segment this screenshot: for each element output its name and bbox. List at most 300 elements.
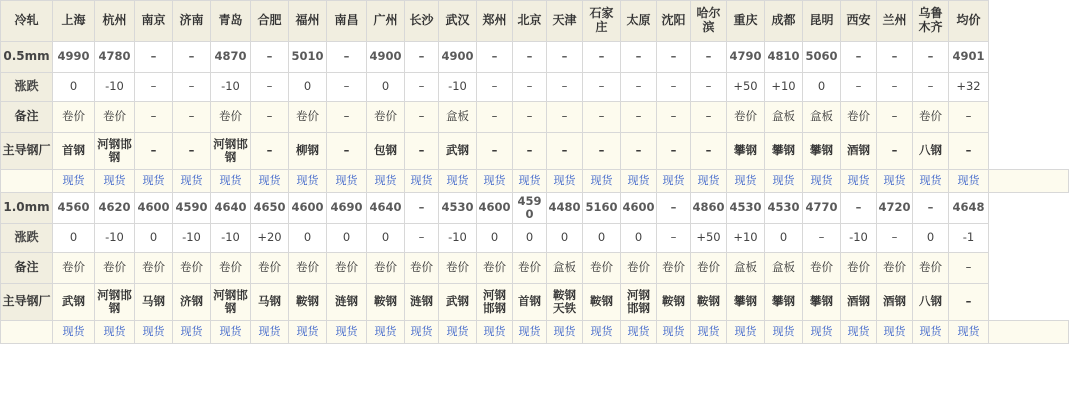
change-cell-13: – xyxy=(547,73,583,102)
note-cell-4: 卷价 xyxy=(211,102,251,133)
spot-link-0[interactable]: 现货 xyxy=(53,321,95,344)
price-cell-10: 4900 xyxy=(439,42,477,73)
note-cell-0: 卷价 xyxy=(53,102,95,133)
spot-link-20[interactable]: 现货 xyxy=(803,321,841,344)
price-row xyxy=(1,42,1069,73)
spot-link-25 xyxy=(989,321,1069,344)
change-cell-22: – xyxy=(877,224,913,253)
price-cell-17: 4860 xyxy=(691,193,727,224)
price-cell-18: 4790 xyxy=(727,42,765,73)
change-cell-11: – xyxy=(477,73,513,102)
spot-link-23[interactable]: 现货 xyxy=(913,170,949,193)
mill-cell-22: 酒钢 xyxy=(877,284,913,321)
change-row xyxy=(1,224,1069,253)
change-cell-19: 0 xyxy=(765,224,803,253)
note-cell-23: 卷价 xyxy=(913,253,949,284)
change-cell-22: – xyxy=(877,73,913,102)
price-cell-23: – xyxy=(913,193,949,224)
mill-cell-18: 攀钢 xyxy=(727,284,765,321)
spot-link-17[interactable]: 现货 xyxy=(691,170,727,193)
note-cell-8: 卷价 xyxy=(367,102,405,133)
mill-cell-17: – xyxy=(691,133,727,170)
change-cell-17: – xyxy=(691,73,727,102)
spot-link-5[interactable]: 现货 xyxy=(251,170,289,193)
note-cell-14: 卷价 xyxy=(583,253,621,284)
change-cell-4: -10 xyxy=(211,73,251,102)
change-cell-1: -10 xyxy=(95,73,135,102)
note-cell-24: – xyxy=(949,253,989,284)
price-cell-10: 4530 xyxy=(439,193,477,224)
price-cell-21: – xyxy=(841,193,877,224)
note-cell-19: 盒板 xyxy=(765,253,803,284)
mill-cell-24: – xyxy=(949,284,989,321)
mill-cell-13: 鞍钢天铁 xyxy=(547,284,583,321)
mill-cell-2: – xyxy=(135,133,173,170)
note-cell-0: 卷价 xyxy=(53,253,95,284)
price-cell-19: 4810 xyxy=(765,42,803,73)
change-cell-12: 0 xyxy=(513,224,547,253)
spot-link-11[interactable]: 现货 xyxy=(477,170,513,193)
note-label: 备注 xyxy=(1,102,53,133)
change-cell-9: – xyxy=(405,224,439,253)
price-cell-14: – xyxy=(583,42,621,73)
spot-link-19[interactable]: 现货 xyxy=(765,170,803,193)
spot-link-7[interactable]: 现货 xyxy=(327,170,367,193)
change-label: 涨跌 xyxy=(1,224,53,253)
mill-cell-7: 涟钢 xyxy=(327,284,367,321)
spot-link-5[interactable]: 现货 xyxy=(251,321,289,344)
note-cell-19: 盒板 xyxy=(765,102,803,133)
spot-link-16[interactable]: 现货 xyxy=(657,170,691,193)
spot-link-10[interactable]: 现货 xyxy=(439,170,477,193)
spot-link-8[interactable]: 现货 xyxy=(367,321,405,344)
mill-cell-12: – xyxy=(513,133,547,170)
change-cell-7: 0 xyxy=(327,224,367,253)
change-cell-16: – xyxy=(657,73,691,102)
price-cell-1: 4780 xyxy=(95,42,135,73)
header-cell-3: 南京 xyxy=(135,1,173,42)
price-cell-18: 4530 xyxy=(727,193,765,224)
header-cell-19: 重庆 xyxy=(727,1,765,42)
spot-link-13[interactable]: 现货 xyxy=(547,321,583,344)
price-cell-19: 4530 xyxy=(765,193,803,224)
change-cell-4: -10 xyxy=(211,224,251,253)
mill-cell-20: 攀钢 xyxy=(803,133,841,170)
note-cell-12: 卷价 xyxy=(513,253,547,284)
mill-cell-24: – xyxy=(949,133,989,170)
note-cell-14: – xyxy=(583,102,621,133)
change-row xyxy=(1,73,1069,102)
mill-label: 主导钢厂 xyxy=(1,133,53,170)
spot-link-14[interactable]: 现货 xyxy=(583,321,621,344)
mill-cell-21: 酒钢 xyxy=(841,284,877,321)
spot-link-3[interactable]: 现货 xyxy=(173,170,211,193)
spot-link-16[interactable]: 现货 xyxy=(657,321,691,344)
change-label: 涨跌 xyxy=(1,73,53,102)
spec-label: 0.5mm xyxy=(1,42,53,73)
spot-link-21[interactable]: 现货 xyxy=(841,321,877,344)
note-cell-1: 卷价 xyxy=(95,253,135,284)
price-cell-7: – xyxy=(327,42,367,73)
price-cell-22: 4720 xyxy=(877,193,913,224)
mill-cell-8: 鞍钢 xyxy=(367,284,405,321)
note-cell-18: 卷价 xyxy=(727,102,765,133)
spot-link-8[interactable]: 现货 xyxy=(367,170,405,193)
spot-link-20[interactable]: 现货 xyxy=(803,170,841,193)
change-cell-6: 0 xyxy=(289,224,327,253)
change-cell-23: – xyxy=(913,73,949,102)
mill-cell-19: 攀钢 xyxy=(765,133,803,170)
header-cell-11: 武汉 xyxy=(439,1,477,42)
price-cell-11: 4600 xyxy=(477,193,513,224)
note-cell-16: 卷价 xyxy=(657,253,691,284)
spot-link-19[interactable]: 现货 xyxy=(765,321,803,344)
change-cell-21: -10 xyxy=(841,224,877,253)
mill-cell-9: 涟钢 xyxy=(405,284,439,321)
spot-row xyxy=(1,321,1069,344)
mill-cell-20: 攀钢 xyxy=(803,284,841,321)
table-body xyxy=(1,1,1069,344)
spot-link-15[interactable]: 现货 xyxy=(621,170,657,193)
header-cell-0: 冷轧 xyxy=(1,1,53,42)
mill-cell-10: 武钢 xyxy=(439,284,477,321)
price-cell-5: 4650 xyxy=(251,193,289,224)
change-cell-2: – xyxy=(135,73,173,102)
change-cell-3: -10 xyxy=(173,224,211,253)
price-cell-21: – xyxy=(841,42,877,73)
price-cell-22: – xyxy=(877,42,913,73)
note-cell-9: – xyxy=(405,102,439,133)
header-cell-15: 石家庄 xyxy=(583,1,621,42)
header-cell-2: 杭州 xyxy=(95,1,135,42)
price-cell-14: 5160 xyxy=(583,193,621,224)
change-cell-18: +50 xyxy=(727,73,765,102)
spot-link-10[interactable]: 现货 xyxy=(439,321,477,344)
price-cell-9: – xyxy=(405,193,439,224)
mill-cell-2: 马钢 xyxy=(135,284,173,321)
mill-cell-7: – xyxy=(327,133,367,170)
price-cell-12: – xyxy=(513,42,547,73)
price-cell-3: – xyxy=(173,42,211,73)
note-cell-6: 卷价 xyxy=(289,102,327,133)
mill-cell-5: – xyxy=(251,133,289,170)
mill-cell-4: 河钢邯钢 xyxy=(211,133,251,170)
spot-link-9[interactable]: 现货 xyxy=(405,170,439,193)
spec-label: 1.0mm xyxy=(1,193,53,224)
note-cell-1: 卷价 xyxy=(95,102,135,133)
note-cell-22: 卷价 xyxy=(877,253,913,284)
spot-link-22[interactable]: 现货 xyxy=(877,321,913,344)
note-cell-20: 卷价 xyxy=(803,253,841,284)
spot-link-4[interactable]: 现货 xyxy=(211,170,251,193)
note-label: 备注 xyxy=(1,253,53,284)
spot-link-2[interactable]: 现货 xyxy=(135,321,173,344)
price-cell-8: 4640 xyxy=(367,193,405,224)
mill-cell-0: 武钢 xyxy=(53,284,95,321)
spot-link-3[interactable]: 现货 xyxy=(173,321,211,344)
mill-cell-23: 八钢 xyxy=(913,284,949,321)
change-cell-10: -10 xyxy=(439,224,477,253)
change-cell-5: – xyxy=(251,73,289,102)
spot-link-2[interactable]: 现货 xyxy=(135,170,173,193)
mill-cell-23: 八钢 xyxy=(913,133,949,170)
note-cell-15: – xyxy=(621,102,657,133)
spot-link-7[interactable]: 现货 xyxy=(327,321,367,344)
spot-link-13[interactable]: 现货 xyxy=(547,170,583,193)
note-row xyxy=(1,102,1069,133)
note-cell-8: 卷价 xyxy=(367,253,405,284)
change-cell-13: 0 xyxy=(547,224,583,253)
price-cell-12: 4590 xyxy=(513,193,547,224)
change-cell-12: – xyxy=(513,73,547,102)
note-cell-16: – xyxy=(657,102,691,133)
mill-cell-3: 济钢 xyxy=(173,284,211,321)
change-cell-11: 0 xyxy=(477,224,513,253)
price-cell-2: – xyxy=(135,42,173,73)
note-cell-22: – xyxy=(877,102,913,133)
mill-cell-1: 河钢邯钢 xyxy=(95,284,135,321)
note-cell-5: 卷价 xyxy=(251,253,289,284)
spot-link-6[interactable]: 现货 xyxy=(289,321,327,344)
table-header-row xyxy=(1,1,1069,42)
price-cell-0: 4990 xyxy=(53,42,95,73)
note-cell-5: – xyxy=(251,102,289,133)
change-cell-24: +32 xyxy=(949,73,989,102)
mill-cell-1: 河钢邯钢 xyxy=(95,133,135,170)
price-cell-24: 4901 xyxy=(949,42,989,73)
mill-cell-16: – xyxy=(657,133,691,170)
change-cell-15: – xyxy=(621,73,657,102)
price-cell-1: 4620 xyxy=(95,193,135,224)
note-cell-9: 卷价 xyxy=(405,253,439,284)
header-cell-16: 太原 xyxy=(621,1,657,42)
price-cell-13: 4480 xyxy=(547,193,583,224)
spot-link-15[interactable]: 现货 xyxy=(621,321,657,344)
mill-cell-13: – xyxy=(547,133,583,170)
change-cell-8: 0 xyxy=(367,224,405,253)
mill-row xyxy=(1,284,1069,321)
price-cell-5: – xyxy=(251,42,289,73)
note-cell-17: – xyxy=(691,102,727,133)
spot-link-24[interactable]: 现货 xyxy=(949,321,989,344)
mill-cell-17: 鞍钢 xyxy=(691,284,727,321)
note-cell-13: 盒板 xyxy=(547,253,583,284)
note-cell-4: 卷价 xyxy=(211,253,251,284)
mill-cell-14: – xyxy=(583,133,621,170)
mill-cell-14: 鞍钢 xyxy=(583,284,621,321)
mill-row xyxy=(1,133,1069,170)
spot-link-21[interactable]: 现货 xyxy=(841,170,877,193)
mill-cell-9: – xyxy=(405,133,439,170)
price-cell-7: 4690 xyxy=(327,193,367,224)
note-cell-10: 卷价 xyxy=(439,253,477,284)
note-cell-3: – xyxy=(173,102,211,133)
note-row xyxy=(1,253,1069,284)
header-cell-23: 兰州 xyxy=(877,1,913,42)
mill-cell-15: 河钢邯钢 xyxy=(621,284,657,321)
header-cell-21: 昆明 xyxy=(803,1,841,42)
header-cell-5: 青岛 xyxy=(211,1,251,42)
header-cell-17: 沈阳 xyxy=(657,1,691,42)
price-cell-15: – xyxy=(621,42,657,73)
note-cell-11: – xyxy=(477,102,513,133)
change-cell-16: – xyxy=(657,224,691,253)
spot-link-4[interactable]: 现货 xyxy=(211,321,251,344)
change-cell-1: -10 xyxy=(95,224,135,253)
spot-link-1[interactable]: 现货 xyxy=(95,321,135,344)
mill-cell-11: 河钢邯钢 xyxy=(477,284,513,321)
spot-link-24[interactable]: 现货 xyxy=(949,170,989,193)
header-cell-10: 长沙 xyxy=(405,1,439,42)
spot-link-0[interactable]: 现货 xyxy=(53,170,95,193)
change-cell-24: -1 xyxy=(949,224,989,253)
price-cell-3: 4590 xyxy=(173,193,211,224)
spot-link-9[interactable]: 现货 xyxy=(405,321,439,344)
mill-cell-16: 鞍钢 xyxy=(657,284,691,321)
spot-row xyxy=(1,170,1069,193)
header-cell-9: 广州 xyxy=(367,1,405,42)
mill-cell-4: 河钢邯钢 xyxy=(211,284,251,321)
mill-cell-18: 攀钢 xyxy=(727,133,765,170)
note-cell-20: 盒板 xyxy=(803,102,841,133)
mill-cell-21: 酒钢 xyxy=(841,133,877,170)
change-cell-19: +10 xyxy=(765,73,803,102)
spot-link-18[interactable]: 现货 xyxy=(727,321,765,344)
header-cell-1: 上海 xyxy=(53,1,95,42)
change-cell-9: – xyxy=(405,73,439,102)
mill-cell-11: – xyxy=(477,133,513,170)
price-cell-0: 4560 xyxy=(53,193,95,224)
price-cell-4: 4640 xyxy=(211,193,251,224)
mill-cell-3: – xyxy=(173,133,211,170)
price-row xyxy=(1,193,1069,224)
spot-label xyxy=(1,170,53,193)
spot-link-14[interactable]: 现货 xyxy=(583,170,621,193)
price-cell-15: 4600 xyxy=(621,193,657,224)
mill-cell-6: 鞍钢 xyxy=(289,284,327,321)
price-cell-4: 4870 xyxy=(211,42,251,73)
note-cell-15: 卷价 xyxy=(621,253,657,284)
price-cell-2: 4600 xyxy=(135,193,173,224)
header-cell-22: 西安 xyxy=(841,1,877,42)
change-cell-6: 0 xyxy=(289,73,327,102)
note-cell-3: 卷价 xyxy=(173,253,211,284)
note-cell-10: 盒板 xyxy=(439,102,477,133)
mill-cell-5: 马钢 xyxy=(251,284,289,321)
note-cell-17: 卷价 xyxy=(691,253,727,284)
change-cell-5: +20 xyxy=(251,224,289,253)
change-cell-14: – xyxy=(583,73,621,102)
change-cell-14: 0 xyxy=(583,224,621,253)
change-cell-0: 0 xyxy=(53,73,95,102)
change-cell-3: – xyxy=(173,73,211,102)
price-cell-20: 4770 xyxy=(803,193,841,224)
spot-link-23[interactable]: 现货 xyxy=(913,321,949,344)
header-cell-14: 天津 xyxy=(547,1,583,42)
note-cell-12: – xyxy=(513,102,547,133)
header-cell-24: 乌鲁木齐 xyxy=(913,1,949,42)
note-cell-2: 卷价 xyxy=(135,253,173,284)
header-cell-6: 合肥 xyxy=(251,1,289,42)
price-cell-20: 5060 xyxy=(803,42,841,73)
price-cell-6: 4600 xyxy=(289,193,327,224)
header-cell-13: 北京 xyxy=(513,1,547,42)
spot-link-11[interactable]: 现货 xyxy=(477,321,513,344)
note-cell-2: – xyxy=(135,102,173,133)
note-cell-11: 卷价 xyxy=(477,253,513,284)
spot-link-1[interactable]: 现货 xyxy=(95,170,135,193)
mill-cell-12: 首钢 xyxy=(513,284,547,321)
spot-link-25 xyxy=(989,170,1069,193)
change-cell-8: 0 xyxy=(367,73,405,102)
spot-link-18[interactable]: 现货 xyxy=(727,170,765,193)
mill-cell-6: 柳钢 xyxy=(289,133,327,170)
price-cell-6: 5010 xyxy=(289,42,327,73)
header-cell-7: 福州 xyxy=(289,1,327,42)
note-cell-21: 卷价 xyxy=(841,253,877,284)
mill-label: 主导钢厂 xyxy=(1,284,53,321)
spot-link-12[interactable]: 现货 xyxy=(513,170,547,193)
price-cell-13: – xyxy=(547,42,583,73)
header-cell-18: 哈尔滨 xyxy=(691,1,727,42)
change-cell-21: – xyxy=(841,73,877,102)
change-cell-18: +10 xyxy=(727,224,765,253)
price-cell-24: 4648 xyxy=(949,193,989,224)
note-cell-13: – xyxy=(547,102,583,133)
header-cell-25: 均价 xyxy=(949,1,989,42)
mill-cell-8: 包钢 xyxy=(367,133,405,170)
change-cell-17: +50 xyxy=(691,224,727,253)
spot-label xyxy=(1,321,53,344)
mill-cell-22: – xyxy=(877,133,913,170)
price-cell-11: – xyxy=(477,42,513,73)
change-cell-10: -10 xyxy=(439,73,477,102)
change-cell-0: 0 xyxy=(53,224,95,253)
price-cell-8: 4900 xyxy=(367,42,405,73)
price-cell-16: – xyxy=(657,42,691,73)
note-cell-7: 卷价 xyxy=(327,253,367,284)
change-cell-2: 0 xyxy=(135,224,173,253)
header-cell-12: 郑州 xyxy=(477,1,513,42)
spot-link-12[interactable]: 现货 xyxy=(513,321,547,344)
note-cell-6: 卷价 xyxy=(289,253,327,284)
mill-cell-19: 攀钢 xyxy=(765,284,803,321)
price-cell-9: – xyxy=(405,42,439,73)
note-cell-7: – xyxy=(327,102,367,133)
header-cell-4: 济南 xyxy=(173,1,211,42)
change-cell-20: 0 xyxy=(803,73,841,102)
spot-link-17[interactable]: 现货 xyxy=(691,321,727,344)
price-cell-23: – xyxy=(913,42,949,73)
header-cell-20: 成都 xyxy=(765,1,803,42)
spot-link-6[interactable]: 现货 xyxy=(289,170,327,193)
change-cell-20: – xyxy=(803,224,841,253)
price-cell-16: – xyxy=(657,193,691,224)
price-cell-17: – xyxy=(691,42,727,73)
change-cell-15: 0 xyxy=(621,224,657,253)
mill-cell-0: 首钢 xyxy=(53,133,95,170)
note-cell-23: 卷价 xyxy=(913,102,949,133)
change-cell-7: – xyxy=(327,73,367,102)
change-cell-23: 0 xyxy=(913,224,949,253)
note-cell-24: – xyxy=(949,102,989,133)
note-cell-21: 卷价 xyxy=(841,102,877,133)
header-cell-8: 南昌 xyxy=(327,1,367,42)
note-cell-18: 盒板 xyxy=(727,253,765,284)
mill-cell-10: 武钢 xyxy=(439,133,477,170)
spot-link-22[interactable]: 现货 xyxy=(877,170,913,193)
mill-cell-15: – xyxy=(621,133,657,170)
